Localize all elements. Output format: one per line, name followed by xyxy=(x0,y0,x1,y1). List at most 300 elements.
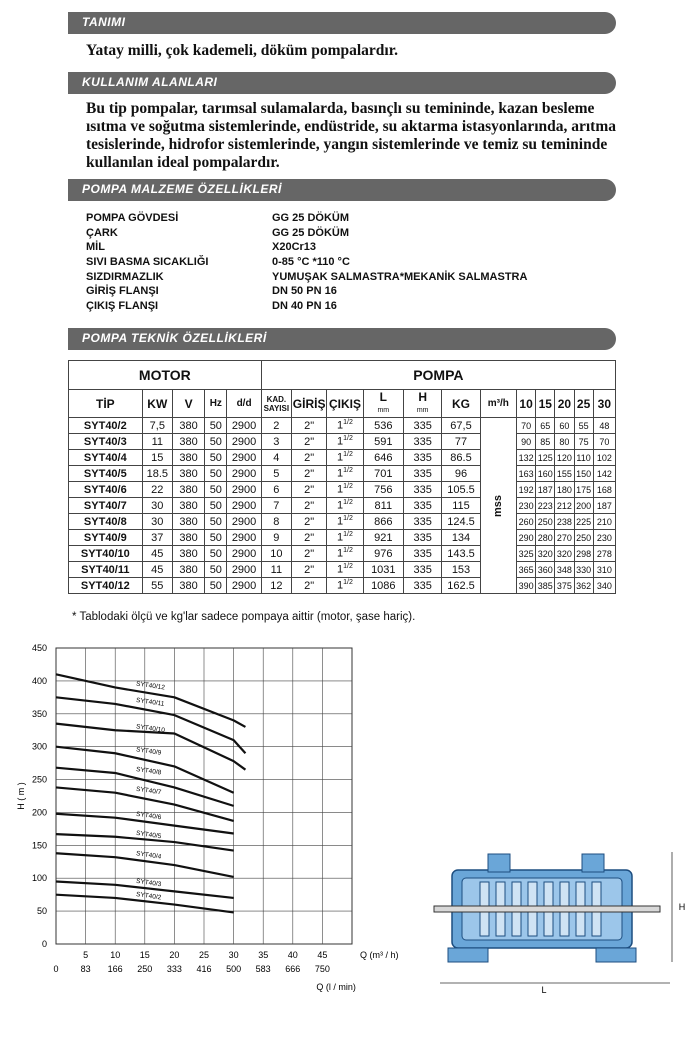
cell-h20: 375 xyxy=(555,578,574,594)
cell-v: 380 xyxy=(172,546,204,562)
x2-tick-label: 416 xyxy=(196,964,212,974)
cell-kad: 8 xyxy=(261,514,291,530)
cell-h15: 250 xyxy=(536,514,555,530)
cell-kad: 5 xyxy=(261,466,291,482)
cell-h: 335 xyxy=(403,466,441,482)
cell-l: 976 xyxy=(363,546,403,562)
cell-tip: SYT40/2 xyxy=(69,418,143,434)
y-tick-label: 100 xyxy=(31,873,47,884)
mss-unit-cell xyxy=(480,418,516,594)
cell-kw: 37 xyxy=(142,530,172,546)
col-header-h xyxy=(403,390,441,418)
material-label: POMPA GÖVDESİ xyxy=(86,212,179,224)
cell-tip: SYT40/11 xyxy=(69,562,143,578)
section-bar-teknik xyxy=(68,328,616,350)
cell-h10: 163 xyxy=(517,466,536,482)
cell-h25: 200 xyxy=(574,498,593,514)
cell-h10: 365 xyxy=(517,562,536,578)
cell-l: 1031 xyxy=(363,562,403,578)
x2-tick-label: 583 xyxy=(255,964,271,974)
material-value: X20Cr13 xyxy=(272,241,317,254)
cell-h30: 48 xyxy=(593,418,615,434)
y-tick-label: 0 xyxy=(41,939,47,949)
cell-tip: SYT40/5 xyxy=(69,466,143,482)
x2-axis-title: Q (l / min) xyxy=(316,982,356,992)
cell-kad: 10 xyxy=(261,546,291,562)
cell-kw: 22 xyxy=(142,482,172,498)
pump-foot-left xyxy=(448,948,488,962)
curve-label: SYT40/12 xyxy=(135,680,166,692)
group-header-motor: MOTOR xyxy=(69,361,262,390)
x2-tick-label: 500 xyxy=(226,964,242,974)
x-axis-title: Q (m³ / h) xyxy=(360,950,399,960)
material-label: GİRİŞ FLANŞI xyxy=(86,285,159,298)
cell-h25: 175 xyxy=(574,482,593,498)
cell-kad: 9 xyxy=(261,530,291,546)
cell-h25: 330 xyxy=(574,562,593,578)
section-title-teknik: POMPA TEKNİK ÖZELLİKLERİ xyxy=(82,331,267,345)
cell-h20: 212 xyxy=(555,498,574,514)
cell-dd: 2900 xyxy=(227,450,261,466)
col-header-q20: 20 xyxy=(555,390,574,418)
cell-kg: 143.5 xyxy=(442,546,480,562)
cell-h: 335 xyxy=(403,514,441,530)
inlet-flange xyxy=(488,854,510,872)
cell-kad: 12 xyxy=(261,578,291,594)
pump-drawing xyxy=(432,848,692,998)
table-row xyxy=(69,562,616,578)
y-tick-label: 400 xyxy=(31,675,47,686)
curve-label: SYT40/11 xyxy=(135,696,165,708)
y-tick-label: 450 xyxy=(31,643,47,653)
curve-label: SYT40/10 xyxy=(135,723,166,735)
cell-hz: 50 xyxy=(205,482,227,498)
col-header-kad xyxy=(261,390,291,418)
cell-giris: 2" xyxy=(291,562,326,578)
cell-l: 1086 xyxy=(363,578,403,594)
col-header-kw: KW xyxy=(142,390,172,418)
cell-hz: 50 xyxy=(205,498,227,514)
cell-giris: 2" xyxy=(291,546,326,562)
cell-tip: SYT40/12 xyxy=(69,578,143,594)
cell-giris: 2" xyxy=(291,466,326,482)
cell-h20: 60 xyxy=(555,418,574,434)
material-value: YUMUŞAK SALMASTRA*MEKANİK SALMASTRA xyxy=(272,270,528,283)
cell-kg: 134 xyxy=(442,530,480,546)
cell-tip: SYT40/7 xyxy=(69,498,143,514)
mss-label: mss xyxy=(492,494,505,517)
cell-giris: 2" xyxy=(291,450,326,466)
cell-kad: 11 xyxy=(261,562,291,578)
cell-giris: 2" xyxy=(291,434,326,450)
col-header-q30: 30 xyxy=(593,390,615,418)
cell-dd: 2900 xyxy=(227,498,261,514)
x2-tick-label: 166 xyxy=(107,964,123,974)
x2-tick-label: 750 xyxy=(314,964,330,974)
col-header-dd: d/d xyxy=(227,390,261,418)
cell-dd: 2900 xyxy=(227,434,261,450)
l-label: L xyxy=(379,389,387,404)
cell-h15: 65 xyxy=(536,418,555,434)
cell-h25: 298 xyxy=(574,546,593,562)
cell-h25: 362 xyxy=(574,578,593,594)
cell-h30: 168 xyxy=(593,482,615,498)
cell-v: 380 xyxy=(172,418,204,434)
material-label: SIZDIRMAZLIK xyxy=(86,270,164,283)
cell-dd: 2900 xyxy=(227,578,261,594)
curve-label: SYT40/6 xyxy=(135,810,162,822)
cell-cikis: $1^{1/2}$ xyxy=(327,530,363,546)
cell-dd: 2900 xyxy=(227,418,261,434)
cell-kg: 86.5 xyxy=(442,450,480,466)
cell-hz: 50 xyxy=(205,514,227,530)
cell-kg: 67,5 xyxy=(442,418,480,434)
cell-h25: 55 xyxy=(574,418,593,434)
cell-h30: 230 xyxy=(593,530,615,546)
cell-kw: 45 xyxy=(142,562,172,578)
material-label: ÇARK xyxy=(86,226,118,239)
table-row xyxy=(69,578,616,594)
x-tick-label: 25 xyxy=(198,950,210,960)
cell-h20: 155 xyxy=(555,466,574,482)
cikis-fraction: 1/2 xyxy=(343,419,353,427)
cell-cikis: $1^{1/2}$ xyxy=(327,498,363,514)
x2-tick-label: 666 xyxy=(285,964,301,974)
cell-giris: 2" xyxy=(291,418,326,434)
cell-h10: 290 xyxy=(517,530,536,546)
cell-h: 335 xyxy=(403,482,441,498)
cell-dd: 2900 xyxy=(227,562,261,578)
cell-h15: 223 xyxy=(536,498,555,514)
cell-kw: 30 xyxy=(142,514,172,530)
col-header-tip: TİP xyxy=(69,390,143,418)
col-header-kg: KG xyxy=(442,390,480,418)
section-bar-tanim xyxy=(68,12,616,34)
section-bar-malzeme xyxy=(68,179,616,201)
cell-l: 756 xyxy=(363,482,403,498)
technical-table xyxy=(68,360,616,594)
cell-l: 701 xyxy=(363,466,403,482)
cell-h30: 142 xyxy=(593,466,615,482)
cell-h25: 250 xyxy=(574,530,593,546)
col-header-q15: 15 xyxy=(536,390,555,418)
table-row xyxy=(69,482,616,498)
chart-axis-labels xyxy=(16,643,399,992)
cell-h20: 120 xyxy=(555,450,574,466)
y-tick-label: 150 xyxy=(31,840,47,851)
kad-label: KAD. xyxy=(266,394,287,404)
section-title-malzeme: POMPA MALZEME ÖZELLİKLERİ xyxy=(82,182,282,196)
cikis-fraction: 1/2 xyxy=(343,499,353,507)
x-tick-label: 30 xyxy=(228,950,239,960)
cikis-fraction: 1/2 xyxy=(343,467,353,475)
cell-giris: 2" xyxy=(291,498,326,514)
cell-h15: 360 xyxy=(536,562,555,578)
table-row xyxy=(69,450,616,466)
cell-v: 380 xyxy=(172,530,204,546)
cell-h10: 132 xyxy=(517,450,536,466)
x-tick-label: 35 xyxy=(258,950,269,960)
cell-l: 811 xyxy=(363,498,403,514)
y-tick-label: 250 xyxy=(31,774,47,785)
cell-h30: 278 xyxy=(593,546,615,562)
cell-kad: 2 xyxy=(261,418,291,434)
cell-kw: 7,5 xyxy=(142,418,172,434)
cikis-fraction: 1/2 xyxy=(343,563,353,571)
col-header-cikis: ÇIKIŞ xyxy=(327,390,363,418)
col-header-giris: GİRİŞ xyxy=(291,390,326,418)
cell-kg: 96 xyxy=(442,466,480,482)
cell-h15: 85 xyxy=(536,434,555,450)
cell-kw: 15 xyxy=(142,450,172,466)
cell-kw: 18.5 xyxy=(142,466,172,482)
cell-tip: SYT40/4 xyxy=(69,450,143,466)
cell-kg: 124.5 xyxy=(442,514,480,530)
y-axis-title: H ( m ) xyxy=(16,782,26,810)
cell-kad: 3 xyxy=(261,434,291,450)
cell-kg: 153 xyxy=(442,562,480,578)
curve-label: SYT40/8 xyxy=(135,766,162,777)
cell-h15: 125 xyxy=(536,450,555,466)
material-label: ÇIKIŞ FLANŞI xyxy=(86,300,159,313)
cell-h: 335 xyxy=(403,434,441,450)
cell-l: 921 xyxy=(363,530,403,546)
cell-hz: 50 xyxy=(205,466,227,482)
h-label: H xyxy=(418,389,427,404)
cell-dd: 2900 xyxy=(227,514,261,530)
cell-h25: 75 xyxy=(574,434,593,450)
cell-tip: SYT40/10 xyxy=(69,546,143,562)
pump-shaft xyxy=(434,906,660,912)
kullanim-text: Bu tip pompalar, tarımsal sulamalarda, basınçlı su temininde, kazan besleme ısıtma ve soğutma sistemlerinde, endüstride, su aktarma istasyonlarında, arıtma tesislerinde, hidrofor sistemlerinde, yangın sistemlerinde ve temiz su temininde kullanılan ideal pompalardır. xyxy=(86,100,617,171)
curve-label: SYT40/2 xyxy=(135,891,162,902)
cell-cikis: $1^{1/2}$ xyxy=(327,578,363,594)
cell-h: 335 xyxy=(403,498,441,514)
y-tick-label: 350 xyxy=(31,708,47,719)
cell-h30: 310 xyxy=(593,562,615,578)
y-tick-label: 300 xyxy=(31,741,47,752)
cell-hz: 50 xyxy=(205,530,227,546)
cell-kw: 11 xyxy=(142,434,172,450)
cell-tip: SYT40/9 xyxy=(69,530,143,546)
material-value: DN 50 PN 16 xyxy=(272,285,337,298)
material-value: 0-85 °C *110 °C xyxy=(272,256,350,269)
cell-h15: 280 xyxy=(536,530,555,546)
curve-label: SYT40/3 xyxy=(135,877,162,889)
x-tick-label: 20 xyxy=(169,950,180,960)
col-header-m3h: m³/h xyxy=(480,390,516,418)
material-values xyxy=(272,211,527,314)
cell-hz: 50 xyxy=(205,418,227,434)
dimension-label-l: L xyxy=(541,985,547,995)
cell-giris: 2" xyxy=(291,482,326,498)
cell-kad: 4 xyxy=(261,450,291,466)
cell-tip: SYT40/6 xyxy=(69,482,143,498)
x2-tick-label: 0 xyxy=(53,964,59,974)
cikis-fraction: 1/2 xyxy=(343,531,353,539)
cell-v: 380 xyxy=(172,450,204,466)
h-unit: mm xyxy=(416,406,429,414)
cell-h10: 192 xyxy=(517,482,536,498)
cell-hz: 50 xyxy=(205,578,227,594)
col-header-q10: 10 xyxy=(517,390,536,418)
cell-kg: 115 xyxy=(442,498,480,514)
cikis-fraction: 1/2 xyxy=(343,435,353,443)
cell-h10: 390 xyxy=(517,578,536,594)
cell-tip: SYT40/8 xyxy=(69,514,143,530)
cell-kg: 105.5 xyxy=(442,482,480,498)
pump-foot-right xyxy=(596,948,636,962)
table-row xyxy=(69,418,616,434)
cell-h15: 320 xyxy=(536,546,555,562)
cell-h20: 348 xyxy=(555,562,574,578)
section-title-tanim: TANIMI xyxy=(82,15,126,29)
sayisi-label: SAYISI xyxy=(263,403,290,413)
x-tick-label: 15 xyxy=(139,950,150,960)
section-title-kullanim: KULLANIM ALANLARI xyxy=(82,75,218,89)
cikis-fraction: 1/2 xyxy=(343,483,353,491)
cell-h10: 230 xyxy=(517,498,536,514)
x-tick-label: 10 xyxy=(110,950,121,960)
curve-label: SYT40/5 xyxy=(135,829,162,841)
cell-cikis: $1^{1/2}$ xyxy=(327,562,363,578)
col-header-v: V xyxy=(172,390,204,418)
cell-kg: 162.5 xyxy=(442,578,480,594)
y-tick-label: 50 xyxy=(36,906,47,917)
cell-v: 380 xyxy=(172,498,204,514)
cell-h15: 187 xyxy=(536,482,555,498)
cell-cikis: $1^{1/2}$ xyxy=(327,434,363,450)
y-tick-label: 200 xyxy=(31,807,47,818)
cell-h25: 110 xyxy=(574,450,593,466)
material-labels xyxy=(86,211,208,314)
cell-l: 866 xyxy=(363,514,403,530)
x2-tick-label: 250 xyxy=(137,964,153,974)
cell-h: 335 xyxy=(403,562,441,578)
table-row xyxy=(69,530,616,546)
cell-kw: 55 xyxy=(142,578,172,594)
cell-h20: 180 xyxy=(555,482,574,498)
cell-h10: 325 xyxy=(517,546,536,562)
table-row xyxy=(69,514,616,530)
cell-hz: 50 xyxy=(205,434,227,450)
curve-label: SYT40/9 xyxy=(135,746,162,757)
cell-h: 335 xyxy=(403,418,441,434)
outlet-flange xyxy=(582,854,604,872)
cell-hz: 50 xyxy=(205,450,227,466)
cell-kw: 30 xyxy=(142,498,172,514)
cell-kw: 45 xyxy=(142,546,172,562)
material-value: GG 25 DÖKÜM xyxy=(272,212,350,224)
table-row xyxy=(69,434,616,450)
table-row xyxy=(69,466,616,482)
material-label: SIVI BASMA SICAKLIĞI xyxy=(86,256,209,269)
cell-h20: 320 xyxy=(555,546,574,562)
table-row xyxy=(69,546,616,562)
curve-label: SYT40/7 xyxy=(135,785,162,797)
cell-hz: 50 xyxy=(205,546,227,562)
material-label: MİL xyxy=(86,241,105,254)
cell-h25: 225 xyxy=(574,514,593,530)
cell-h20: 80 xyxy=(555,434,574,450)
cell-giris: 2" xyxy=(291,530,326,546)
material-value: GG 25 DÖKÜM xyxy=(272,226,350,239)
cikis-fraction: 1/2 xyxy=(343,547,353,555)
cell-dd: 2900 xyxy=(227,546,261,562)
cell-h10: 70 xyxy=(517,418,536,434)
cell-h20: 238 xyxy=(555,514,574,530)
cell-h: 335 xyxy=(403,546,441,562)
curve-label: SYT40/4 xyxy=(135,850,162,861)
cell-cikis: $1^{1/2}$ xyxy=(327,466,363,482)
cell-kg: 77 xyxy=(442,434,480,450)
cell-v: 380 xyxy=(172,466,204,482)
cell-v: 380 xyxy=(172,578,204,594)
cell-kad: 6 xyxy=(261,482,291,498)
cell-v: 380 xyxy=(172,482,204,498)
cell-kad: 7 xyxy=(261,498,291,514)
group-header-pompa: POMPA xyxy=(261,361,615,390)
dimension-label-h: H xyxy=(678,902,686,912)
cell-dd: 2900 xyxy=(227,466,261,482)
cikis-fraction: 1/2 xyxy=(343,515,353,523)
cell-dd: 2900 xyxy=(227,482,261,498)
cell-h10: 90 xyxy=(517,434,536,450)
cell-tip: SYT40/3 xyxy=(69,434,143,450)
cell-h: 335 xyxy=(403,578,441,594)
cell-giris: 2" xyxy=(291,578,326,594)
x2-tick-label: 333 xyxy=(166,964,182,974)
cell-h30: 70 xyxy=(593,434,615,450)
cell-l: 536 xyxy=(363,418,403,434)
cell-dd: 2900 xyxy=(227,530,261,546)
table-note: * Tablodaki ölçü ve kg'lar sadece pompaya aittir (motor, şase hariç). xyxy=(72,611,416,623)
cell-v: 380 xyxy=(172,562,204,578)
cell-h15: 385 xyxy=(536,578,555,594)
cell-h: 335 xyxy=(403,450,441,466)
cell-v: 380 xyxy=(172,434,204,450)
performance-chart xyxy=(0,640,420,1000)
tanim-text: Yatay milli, çok kademeli, döküm pompalardır. xyxy=(86,42,399,59)
cell-h20: 270 xyxy=(555,530,574,546)
cell-cikis: $1^{1/2}$ xyxy=(327,514,363,530)
cell-v: 380 xyxy=(172,514,204,530)
cikis-fraction: 1/2 xyxy=(343,451,353,459)
cell-cikis: $1^{1/2}$ xyxy=(327,482,363,498)
cell-h30: 340 xyxy=(593,578,615,594)
cell-cikis: $1^{1/2}$ xyxy=(327,418,363,434)
material-value: DN 40 PN 16 xyxy=(272,300,337,313)
l-unit: mm xyxy=(377,406,390,414)
cell-h30: 210 xyxy=(593,514,615,530)
x2-tick-label: 83 xyxy=(80,964,91,974)
x-tick-label: 40 xyxy=(287,950,298,960)
cell-h: 335 xyxy=(403,530,441,546)
cell-hz: 50 xyxy=(205,562,227,578)
cell-h30: 102 xyxy=(593,450,615,466)
x-tick-label: 5 xyxy=(83,950,89,960)
cell-cikis: $1^{1/2}$ xyxy=(327,546,363,562)
col-header-hz: Hz xyxy=(205,390,227,418)
cell-h15: 160 xyxy=(536,466,555,482)
cell-h25: 150 xyxy=(574,466,593,482)
section-bar-kullanim xyxy=(68,72,616,94)
cell-giris: 2" xyxy=(291,514,326,530)
cell-h10: 260 xyxy=(517,514,536,530)
cell-l: 646 xyxy=(363,450,403,466)
cell-l: 591 xyxy=(363,434,403,450)
x-tick-label: 45 xyxy=(317,950,328,960)
